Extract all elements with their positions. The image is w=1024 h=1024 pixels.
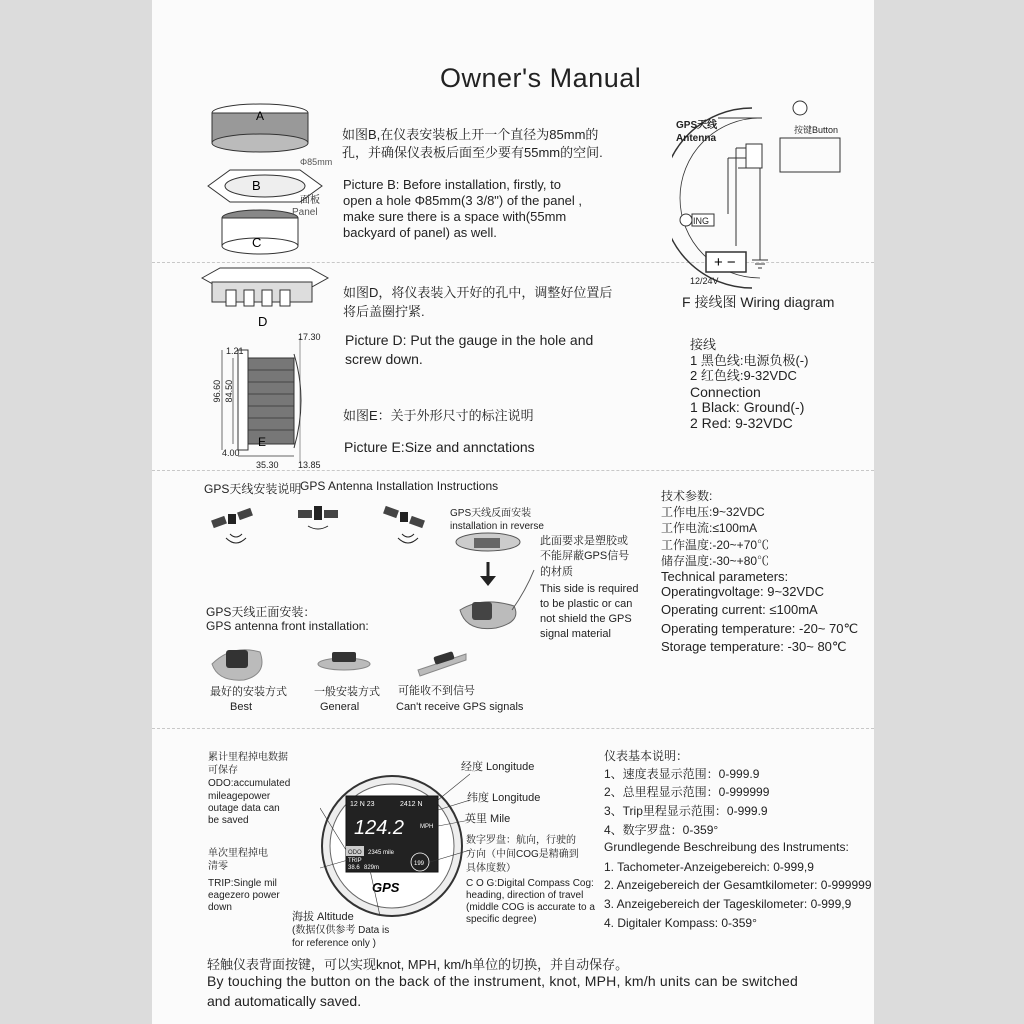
ignition-label: ING — [693, 216, 710, 226]
antenna-en-label: Antenna — [676, 133, 716, 144]
picture-e-cn: 如图E：关于外形尺寸的标注说明 — [343, 408, 534, 423]
fold-line — [152, 728, 874, 730]
antenna-heading-cn: GPS天线安装说明 — [204, 482, 302, 496]
compass-note-line: specific degree) — [466, 914, 537, 925]
odo-note-line: 累计里程掉电数据 — [208, 752, 288, 763]
compass-note-line: 具体度数） — [466, 863, 516, 874]
label-c: C — [252, 235, 262, 250]
picture-b-en-line: make sure there is a space with(55mm — [343, 209, 567, 224]
screen-speed: 124.2 — [354, 817, 405, 839]
plastic-note-line: 的材质 — [540, 566, 573, 578]
compass-note-line: C O G:Digital Compass Cog: — [466, 878, 594, 889]
wiring-caption: F 接线图 Wiring diagram — [682, 294, 835, 310]
button-cn-label: 按键 — [794, 125, 813, 135]
plastic-note-line: This side is required — [540, 583, 639, 595]
tech-en-line: Operating temperature: -20~ 70℃ — [661, 621, 859, 636]
dim-96-60: 96.60 — [212, 379, 223, 403]
altitude-note-line: for reference only ) — [292, 938, 376, 949]
screen-cog: 199 — [414, 861, 425, 867]
gauge-installation-illustration — [200, 100, 350, 335]
dim-4-00: 4.00 — [222, 448, 240, 458]
picture-d-cn-line: 将后盖圈拧紧. — [343, 304, 425, 319]
instrument-de-line: 4. Digitaler Kompass: 0-359° — [604, 916, 757, 930]
wiring-line: 2 红色线:9-32VDC — [690, 368, 797, 383]
tech-cn-line: 储存温度:-30~+80℃ — [661, 554, 770, 568]
label-a: A — [256, 109, 265, 123]
antenna-heading-en: GPS Antenna Installation Instructions — [300, 479, 499, 493]
satellite-icon — [211, 508, 253, 543]
panel-cn-label: 面板 — [300, 195, 320, 206]
picture-d-en-line: screw down. — [345, 351, 423, 367]
picture-b-en-line: Picture B: Before installation, firstly, to — [343, 177, 561, 192]
instrument-cn-line: 4、数字罗盘：0-359° — [604, 823, 719, 837]
wiring-line: 接线 — [690, 337, 717, 352]
instrument-cn-line: 3、Trip里程显示范围：0-999.9 — [604, 804, 768, 818]
footer-en-line1: By touching the button on the back of the instrument, knot, MPH, km/h units can be switched — [207, 973, 798, 989]
odo-note-line: ODO:accumulated — [208, 778, 291, 789]
instrument-cn-line: 2、总里程显示范围：0-999999 — [604, 785, 770, 799]
reverse-install-en: installation in reverse — [450, 521, 544, 532]
mile-label: 英里 Mile — [465, 813, 511, 825]
picture-b-en-line: open a hole Φ85mm(3 3/8") of the panel , — [343, 193, 583, 208]
label-e: E — [258, 435, 267, 449]
tech-heading: 技术参数: — [661, 489, 713, 503]
compass-note-line: 数字罗盘：航向，行驶的 — [466, 835, 576, 846]
odo-note-line: outage data can — [208, 803, 280, 814]
instrument-cn-line: 1、速度表显示范围：0-999.9 — [604, 767, 760, 781]
phi-label: Φ85mm — [300, 157, 333, 167]
picture-d-en-line: Picture D: Put the gauge in the hole and — [345, 332, 594, 348]
satellites-illustration — [202, 500, 432, 550]
plastic-note-line: not shield the GPS — [540, 613, 632, 625]
tech-cn-line: 工作电压:9~32VDC — [661, 505, 765, 519]
gps-gauge-illustration — [320, 766, 470, 926]
wiring-line: 2 Red: 9-32VDC — [690, 415, 793, 431]
tech-en-line: Operating current: ≤100mA — [661, 602, 818, 617]
wiring-line: 1 Black: Ground(-) — [690, 399, 805, 415]
dim-17-30: 17.30 — [298, 332, 321, 342]
best-cn: 最好的安装方式 — [210, 686, 287, 698]
screen-odo: ODO — [348, 850, 362, 856]
dim-13-85: 13.85 — [298, 460, 321, 470]
picture-b-cn-line: 如图B,在仪表安装板上开一个直径为85mm的 — [342, 127, 599, 142]
screen-odo-value: 2345 mile — [368, 850, 395, 856]
plastic-note-line: to be plastic or can — [540, 598, 633, 610]
reverse-install-illustration — [452, 530, 542, 640]
screen-altitude: 829m — [364, 865, 380, 871]
dim-84-50: 84.50 — [224, 379, 235, 403]
label-b: B — [252, 178, 261, 193]
screen-trip-value: 38.6 — [348, 865, 360, 871]
nosignal-cn: 可能收不到信号 — [398, 685, 475, 697]
manual-page — [152, 0, 874, 1024]
longitude-label: 经度 Longitude — [461, 761, 535, 773]
dim-35-30: 35.30 — [256, 460, 279, 470]
tech-en-line: Operatingvoltage: 9~32VDC — [661, 584, 824, 599]
instrument-de-line: 3. Anzeigebereich der Tageskilometer: 0-999,9 — [604, 897, 852, 911]
tech-en-line: Technical parameters: — [661, 569, 789, 584]
general-cn: 一般安装方式 — [314, 686, 380, 698]
label-d: D — [258, 314, 268, 329]
trip-note-line: 单次里程掉电 — [208, 848, 268, 859]
odo-note-line: mileagepower — [208, 791, 271, 802]
instrument-heading: 仪表基本说明： — [604, 749, 689, 763]
dim-1-21: 1.21 — [226, 346, 244, 356]
compass-note-line: heading, direction of travel — [466, 890, 584, 901]
footer-cn: 轻触仪表背面按键，可以实现knot, MPH, km/h单位的切换，并自动保存。 — [207, 957, 629, 972]
footer-en-line2: and automatically saved. — [207, 993, 362, 1009]
altitude-note-line: (数据仅供参考 Data is — [292, 925, 390, 936]
antenna-cn-label: GPS天线 — [676, 120, 718, 131]
compass-note-line: 方向（中间COG是精确到 — [466, 849, 579, 860]
plastic-note-line: 不能屏蔽GPS信号 — [540, 550, 630, 562]
plastic-note-line: signal material — [540, 628, 611, 640]
compass-note-line: (middle COG is accurate to a — [466, 902, 595, 913]
picture-b-cn-line: 孔，并确保仪表板后面至少要有55mm的空间. — [342, 145, 603, 160]
odo-note-line: 可保存 — [208, 765, 238, 776]
instrument-de-line: Grundlegende Beschreibung des Instruments: — [604, 840, 849, 854]
front-install-illustration — [208, 640, 478, 686]
front-install-cn: GPS天线正面安装： — [206, 605, 316, 619]
plastic-note-line: 此面要求是塑胶或 — [540, 535, 628, 547]
satellite-icon — [298, 506, 338, 529]
odo-note-line: be saved — [208, 815, 249, 826]
trip-note-line: 清零 — [208, 861, 228, 872]
nosignal-en: Can't receive GPS signals — [396, 701, 524, 713]
front-install-en: GPS antenna front installation: — [206, 619, 369, 633]
tech-cn-line: 工作电流:≤100mA — [661, 521, 757, 535]
satellite-icon — [383, 506, 425, 543]
general-en: General — [320, 701, 360, 713]
instrument-de-line: 1. Tachometer-Anzeigebereich: 0-999,9 — [604, 860, 814, 874]
best-en: Best — [230, 701, 253, 713]
screen-top-right: 2412 N — [400, 801, 423, 808]
reverse-install-cn: GPS天线反面安装 — [450, 508, 532, 519]
altitude-note-line: 海拔 Altitude — [292, 911, 354, 923]
page-title: Owner's Manual — [440, 63, 642, 93]
picture-d-cn-line: 如图D，将仪表装入开好的孔中，调整好位置后 — [343, 285, 613, 300]
battery-voltage: 12/24V — [690, 276, 719, 286]
button-en-label: Button — [812, 125, 839, 135]
wiring-line: Connection — [690, 384, 761, 400]
screen-trip: TRIP — [348, 858, 362, 864]
screen-top-left: 12 N 23 — [350, 801, 375, 808]
screen-unit: MPH — [420, 824, 434, 830]
picture-e-en: Picture E:Size and annctations — [344, 439, 535, 455]
gauge-brand: GPS — [372, 880, 400, 895]
wiring-line: 1 黑色线:电源负极(-) — [690, 353, 809, 368]
tech-en-line: Storage temperature: -30~ 80℃ — [661, 639, 847, 654]
trip-note-line: eagezero power — [208, 890, 280, 901]
instrument-de-line: 2. Anzeigebereich der Gesamtkilometer: 0-999999 — [604, 878, 872, 892]
picture-b-en-line: backyard of panel) as well. — [343, 225, 497, 240]
latitude-label: 纬度 Longitude — [467, 792, 541, 804]
panel-en-label: Panel — [292, 207, 318, 218]
trip-note-line: TRIP:Single mil — [208, 878, 277, 889]
tech-cn-line: 工作温度:-20~+70℃ — [661, 538, 770, 552]
svg-text:+ −: + − — [714, 254, 736, 271]
trip-note-line: down — [208, 902, 232, 913]
